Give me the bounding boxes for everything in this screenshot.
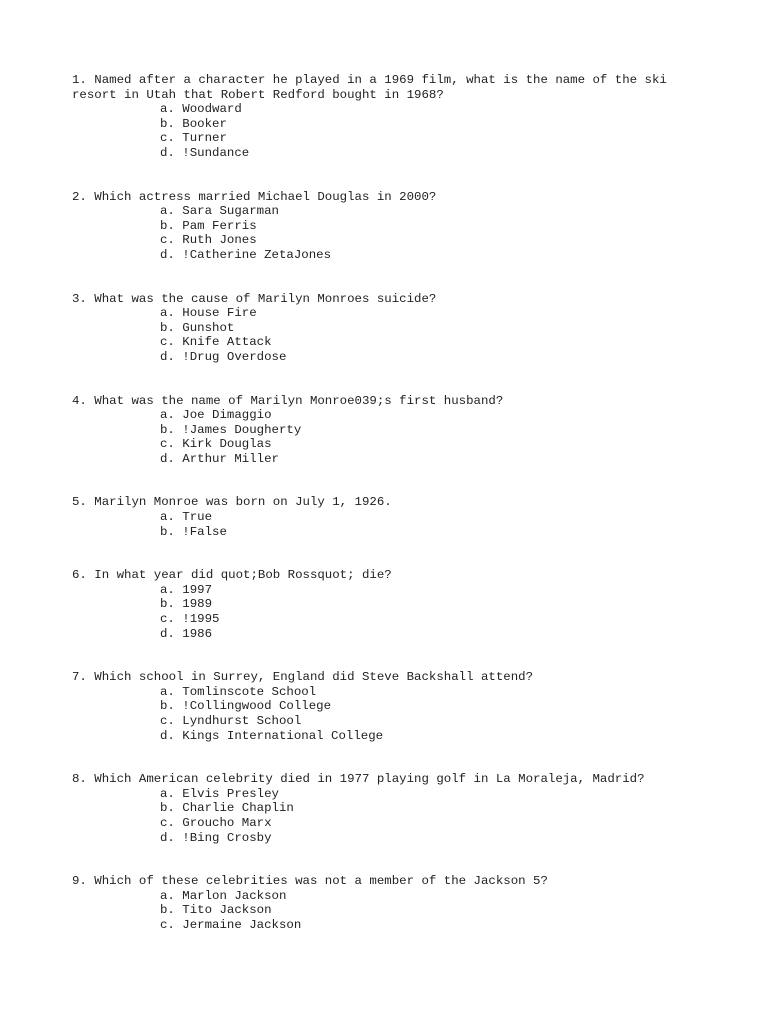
- answer-option: c. Turner: [160, 131, 227, 146]
- answer-option: d. Kings International College: [160, 728, 384, 743]
- answer-option: b. Booker: [160, 116, 227, 131]
- question-text: 7. Which school in Surrey, England did Steve Backshall attend?: [72, 670, 534, 685]
- answer-option: a. Woodward: [160, 102, 242, 117]
- answer-option: b. !Collingwood College: [160, 699, 332, 714]
- answer-option: b. Gunshot: [160, 320, 235, 335]
- answer-option: b. !False: [160, 524, 227, 539]
- question-3: [72, 292, 712, 365]
- answer-option: a. 1997: [160, 582, 213, 597]
- answer-option: a. Tomlinscote School: [160, 684, 317, 699]
- answer-option: a. True: [160, 510, 213, 525]
- quiz-document: [72, 73, 712, 962]
- answer-option: a. Marlon Jackson: [160, 888, 287, 903]
- question-text: 4. What was the name of Marilyn Monroe039;s first husband?: [72, 393, 504, 408]
- question-text: 5. Marilyn Monroe was born on July 1, 1926.: [72, 495, 392, 510]
- question-5: [72, 495, 712, 539]
- answer-option: b. !James Dougherty: [160, 422, 302, 437]
- question-1: [72, 73, 712, 161]
- answer-option: a. Joe Dimaggio: [160, 408, 272, 423]
- question-text: 6. In what year did quot;Bob Rossquot; die?: [72, 568, 392, 583]
- answer-option: c. Jermaine Jackson: [160, 917, 302, 932]
- answer-option: c. Knife Attack: [160, 335, 272, 350]
- answer-option: d. 1986: [160, 626, 213, 641]
- answer-option: c. Kirk Douglas: [160, 437, 272, 452]
- answer-option: a. Sara Sugarman: [160, 204, 279, 219]
- answer-option: d. !Sundance: [160, 145, 250, 160]
- answer-option: c. Ruth Jones: [160, 233, 257, 248]
- answer-option: d. !Drug Overdose: [160, 349, 287, 364]
- answer-option: b. Pam Ferris: [160, 218, 257, 233]
- answer-option: b. Charlie Chaplin: [160, 801, 294, 816]
- answer-option: d. !Catherine ZetaJones: [160, 247, 332, 262]
- question-2: [72, 190, 712, 263]
- answer-option: c. Groucho Marx: [160, 815, 272, 830]
- answer-option: c. Lyndhurst School: [160, 714, 302, 728]
- question-text: 3. What was the cause of Marilyn Monroes suicide?: [72, 291, 437, 306]
- answer-option: d. Arthur Miller: [160, 451, 279, 466]
- question-6: [72, 568, 712, 641]
- question-4: [72, 394, 712, 467]
- question-7: [72, 670, 712, 743]
- answer-option: a. House Fire: [160, 306, 257, 321]
- question-text: 1. Named after a character he played in a 1969 film, what is the name of the ski resort in Utah that Robert Redford bought in 1968?: [72, 73, 675, 102]
- question-text: 2. Which actress married Michael Douglas in 2000?: [72, 189, 437, 204]
- question-text: 9. Which of these celebrities was not a member of the Jackson 5?: [72, 874, 548, 889]
- answer-option: b. Tito Jackson: [160, 903, 272, 918]
- question-text: 8. Which American celebrity died in 1977 playing golf in La Moraleja, Madrid?: [72, 772, 645, 787]
- question-9: [72, 874, 712, 932]
- answer-option: c. !1995: [160, 612, 220, 627]
- answer-option: a. Elvis Presley: [160, 786, 279, 801]
- question-8: [72, 772, 712, 845]
- answer-option: b. 1989: [160, 597, 213, 612]
- answer-option: d. !Bing Crosby: [160, 830, 272, 845]
